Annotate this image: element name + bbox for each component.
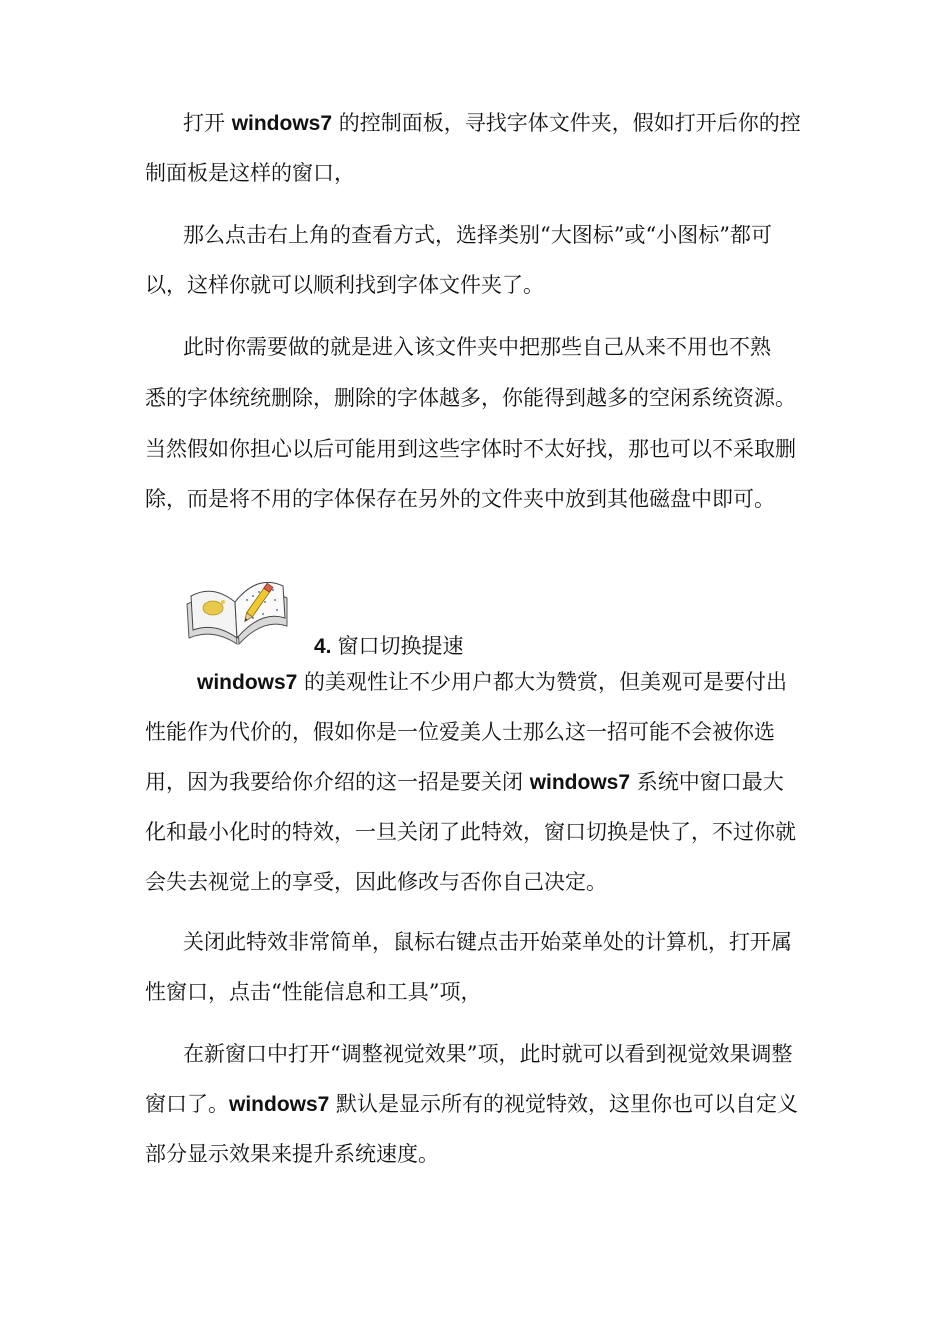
section-heading — [314, 631, 464, 662]
text-run: 制面板是这样的窗口， — [145, 161, 355, 185]
text-run: 打开 — [183, 111, 232, 135]
term-windows7: windows7 — [231, 112, 333, 135]
term-windows7: windows7 — [529, 771, 631, 794]
term-windows7: windows7 — [197, 671, 298, 694]
paragraph-line — [145, 270, 810, 300]
text-run: 性能作为代价的，假如你是一位爱美人士那么这一招可能不会被你选 — [145, 720, 775, 744]
text-run: 窗口了。 — [145, 1092, 229, 1116]
paragraph-line — [183, 220, 810, 250]
text-run: 部分显示效果来提升系统速度。 — [145, 1142, 439, 1166]
paragraph-line — [183, 1039, 810, 1069]
text-run: 悉的字体统统删除，删除的字体越多，你能得到越多的空闲系统资源。 — [145, 386, 796, 410]
text-run: 关闭此特效非常简单，鼠标右键点击开始菜单处的计算机，打开属 — [183, 930, 792, 954]
paragraph-line — [197, 667, 810, 698]
paragraph-line — [145, 767, 810, 798]
text-run: 在新窗口中打开“调整视觉效果”项，此时就可以看到视觉效果调整 — [183, 1042, 793, 1066]
text-run: 除，而是将不用的字体保存在另外的文件夹中放到其他磁盘中即可。 — [145, 487, 775, 511]
paragraph-line — [145, 977, 810, 1007]
text-run: 会失去视觉上的享受，因此修改与否你自己决定。 — [145, 870, 607, 894]
paragraph-line — [145, 383, 810, 413]
text-run: 以，这样你就可以顺利找到字体文件夹了。 — [145, 273, 544, 297]
paragraph-line — [183, 108, 810, 139]
paragraph-line — [145, 1139, 810, 1169]
text-run: 此时你需要做的就是进入该文件夹中把那些自己从来不用也不熟 — [183, 335, 771, 359]
paragraph-line — [145, 434, 810, 464]
paragraph-line — [183, 927, 810, 957]
paragraph-line — [145, 717, 810, 747]
text-run: 系统中窗口最大 — [630, 770, 784, 794]
paragraph-line — [145, 484, 810, 514]
paragraph-line — [183, 332, 810, 362]
section-title: 窗口切换提速 — [337, 634, 464, 658]
text-run: 性窗口，点击“性能信息和工具”项， — [145, 980, 482, 1004]
section-number: 4. — [314, 635, 332, 658]
paragraph-line — [145, 1089, 810, 1120]
text-run: 当然假如你担心以后可能用到这些字体时不太好找，那也可以不采取删 — [145, 437, 796, 461]
paragraph-line — [145, 867, 810, 897]
paragraph-line — [145, 817, 810, 847]
text-run: 化和最小化时的特效，一旦关闭了此特效，窗口切换是快了，不过你就 — [145, 820, 796, 844]
text-run: 的美观性让不少用户都大为赞赏，但美观可是要付出 — [297, 670, 788, 694]
text-run: 默认是显示所有的视觉特效，这里你也可以自定义 — [329, 1092, 799, 1116]
text-run: 的控制面板，寻找字体文件夹，假如打开后你的控 — [332, 111, 801, 135]
text-run: 那么点击右上角的查看方式，选择类别“大图标”或“小图标”都可 — [183, 223, 772, 247]
open-book-pencil-icon — [183, 566, 291, 646]
text-run: 用，因为我要给你介绍的这一招是要关闭 — [145, 770, 530, 794]
term-windows7: windows7 — [229, 1093, 330, 1116]
paragraph-line — [145, 158, 810, 188]
